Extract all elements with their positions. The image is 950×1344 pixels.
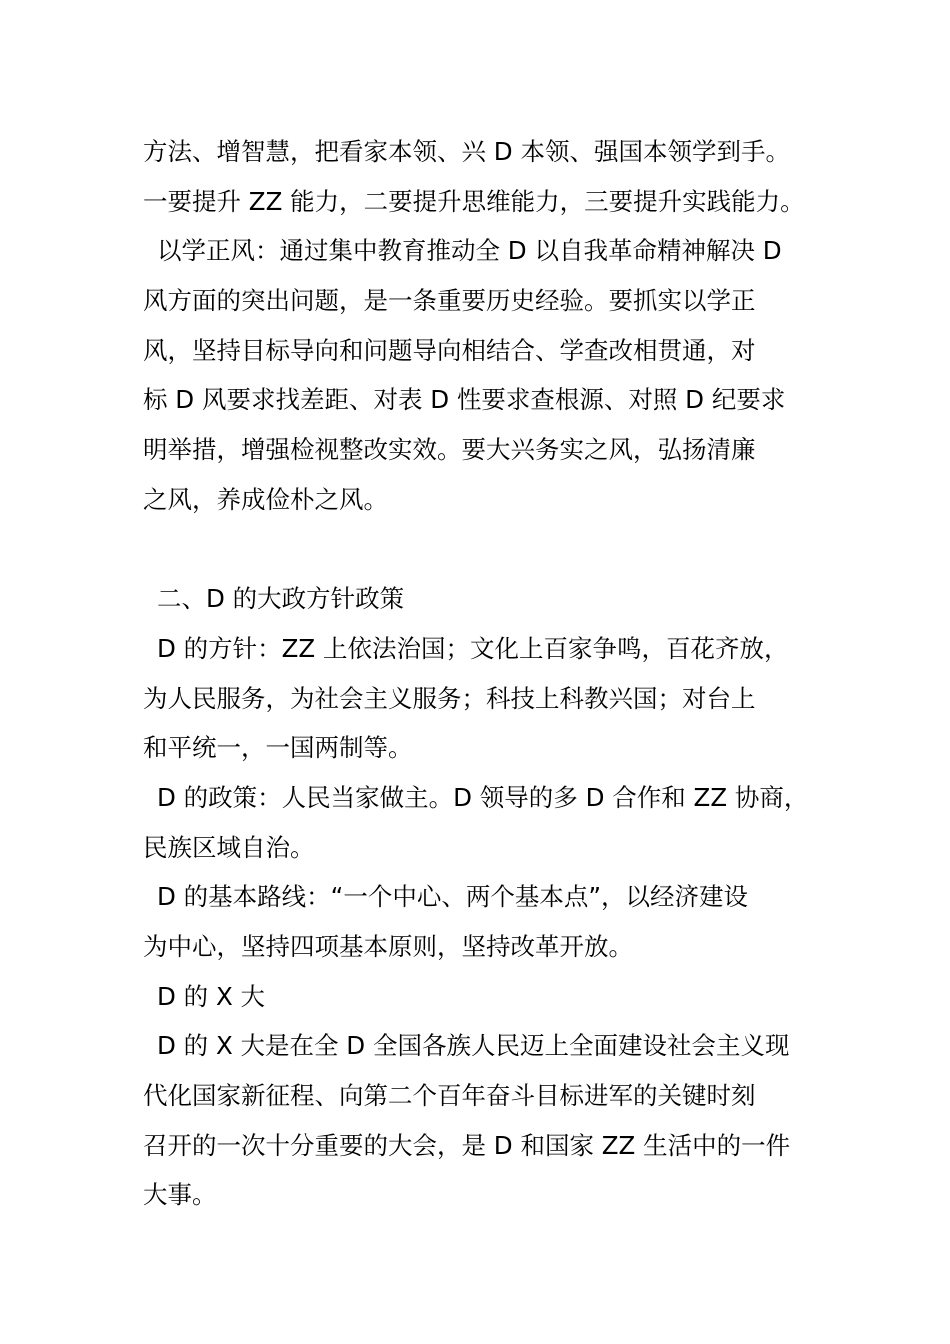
paragraph-line: 标 D 风要求找差距、对表 D 性要求查根源、对照 D 纪要求 — [143, 385, 786, 415]
subheading: D 的 X 大 — [157, 981, 266, 1011]
paragraph-line: 方法、增智慧，把看家本领、兴 D 本领、强国本领学到手。 — [143, 137, 790, 166]
paragraph-line: 为中心，坚持四项基本原则，坚持改革开放。 — [143, 932, 633, 961]
section-heading: 二、D 的大政方针政策 — [157, 584, 405, 614]
document-body — [143, 127, 823, 1220]
paragraph-line: 为人民服务，为社会主义服务；科技上科教兴国；对台上 — [143, 683, 756, 713]
paragraph-line: 代化国家新征程、向第二个百年奋斗目标进军的关键时刻 — [143, 1081, 756, 1111]
paragraph-line: 风方面的突出问题，是一条重要历史经验。要抓实以学正 — [143, 286, 756, 316]
paragraph-line: 明举措，增强检视整改实效。要大兴务实之风，弘扬清廉 — [143, 435, 756, 465]
paragraph-line: 大事。 — [143, 1180, 217, 1210]
paragraph-line: D 的方针：ZZ 上依法治国；文化上百家争鸣，百花齐放， — [157, 633, 789, 663]
paragraph-line: 一要提升 ZZ 能力，二要提升思维能力，三要提升实践能力。 — [143, 186, 805, 216]
paragraph-line: 之风，养成俭朴之风。 — [143, 484, 388, 514]
paragraph-line: 民族区域自治。 — [143, 832, 315, 862]
blank-line — [143, 525, 823, 575]
paragraph-line: 风，坚持目标导向和问题导向相结合、学查改相贯通，对 — [143, 335, 756, 365]
paragraph-line: D 的基本路线：“一个中心、两个基本点”，以经济建设 — [157, 882, 749, 912]
paragraph-line: D 的 X 大是在全 D 全国各族人民迈上全面建设社会主义现 — [157, 1031, 790, 1061]
paragraph-line: 以学正风：通过集中教育推动全 D 以自我革命精神解决 D — [157, 236, 782, 266]
paragraph-line: D 的政策：人民当家做主。D 领导的多 D 合作和 ZZ 协商， — [157, 782, 809, 812]
paragraph-line: 召开的一次十分重要的大会，是 D 和国家 ZZ 生活中的一件 — [143, 1130, 791, 1160]
paragraph-line: 和平统一，一国两制等。 — [143, 733, 413, 763]
